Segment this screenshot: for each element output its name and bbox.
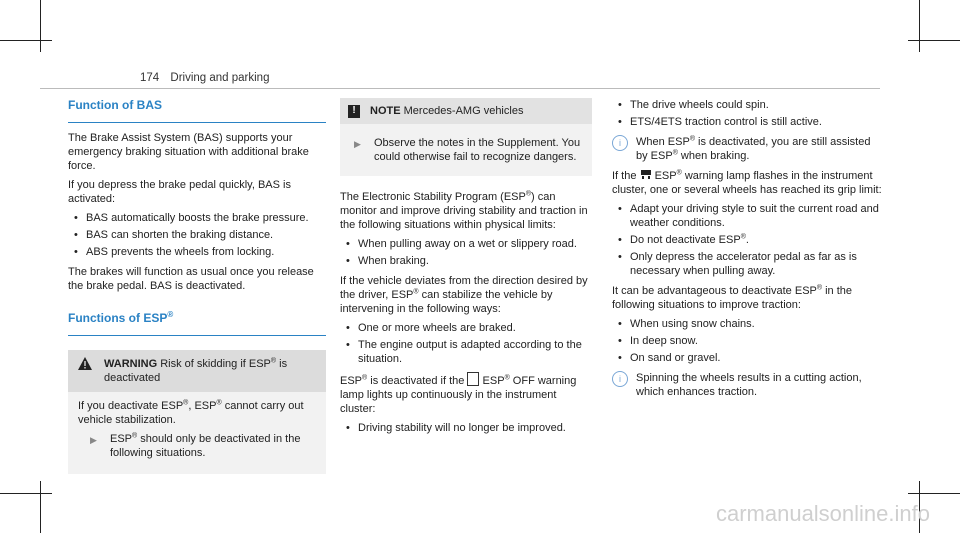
crop-mark <box>908 493 960 494</box>
warning-triangle-icon <box>78 357 94 385</box>
text: OFF warning lamp lights up continuously in the instrument cluster: <box>340 375 577 415</box>
bullet-list <box>612 317 882 365</box>
registered-mark: ® <box>216 399 222 407</box>
crop-mark <box>0 40 52 41</box>
list-item: • In deep snow. <box>612 334 882 348</box>
text: When ESP <box>636 136 690 148</box>
page-header <box>140 72 269 84</box>
note-title <box>370 104 523 118</box>
list-item: • One or more wheels are braked. <box>340 321 592 335</box>
registered-mark: ® <box>132 432 138 440</box>
list-item: • When using snow chains. <box>612 317 882 331</box>
text: ESP <box>110 433 133 445</box>
bullet-list <box>340 321 592 366</box>
info-note <box>612 371 882 399</box>
registered-mark: ® <box>525 190 532 198</box>
crop-mark <box>908 40 960 41</box>
text: warning lamp flashes in the instrument cluster, one or several wheels has reached its grip limit: <box>612 170 882 196</box>
arrow-right-icon: ▶ <box>90 435 97 445</box>
info-text <box>636 135 882 163</box>
info-note <box>612 135 882 163</box>
registered-mark: ® <box>740 233 746 241</box>
list-item: • Only depress the accelerator pedal as far as is necessary when pulling away. <box>612 250 882 278</box>
registered-mark: ® <box>504 374 510 382</box>
skidding-car-icon <box>640 169 652 180</box>
paragraph <box>612 169 882 197</box>
list-item: • Driving stability will no longer be improved. <box>340 421 592 435</box>
column-1 <box>68 98 326 474</box>
text: The Electronic Stability Program (ESP <box>340 191 526 203</box>
text: ESP <box>340 375 363 387</box>
info-icon: i <box>612 135 628 151</box>
list-item: • BAS automatically boosts the brake pressure. <box>68 211 326 225</box>
warning-text: Risk of skidding if ESP <box>160 358 271 370</box>
info-text: Spinning the wheels results in a cutting action, which enhances traction. <box>636 372 862 398</box>
paragraph <box>78 399 318 427</box>
paragraph: The brakes will function as usual once you release the brake pedal. BAS is deactivated. <box>68 266 314 292</box>
bullet-list <box>68 211 326 259</box>
column-3 <box>612 98 882 405</box>
list-item: • BAS can shorten the braking distance. <box>68 228 326 242</box>
crop-mark <box>40 481 41 533</box>
list-item <box>612 233 882 247</box>
heading-function-of-bas: Function of BAS <box>68 98 326 123</box>
bullet-list <box>340 421 592 435</box>
text: ESP <box>482 375 505 387</box>
page-number: 174 <box>140 72 160 84</box>
warning-label: WARNING <box>104 358 158 370</box>
note-box <box>340 98 592 176</box>
arrow-right-icon: ▶ <box>354 139 361 149</box>
registered-mark: ® <box>676 169 682 177</box>
paragraph <box>612 284 882 312</box>
note-text: Mercedes-AMG vehicles <box>403 105 524 117</box>
registered-mark: ® <box>183 399 189 407</box>
list-item: • When pulling away on a wet or slippery road. <box>340 237 592 251</box>
crop-mark <box>0 493 52 494</box>
list-item: • The drive wheels could spin. <box>612 98 882 112</box>
paragraph <box>340 372 592 416</box>
column-2 <box>340 98 592 441</box>
text: is deactivated if the <box>367 375 465 387</box>
text: ESP <box>654 170 677 182</box>
paragraph <box>340 190 592 232</box>
tip <box>90 432 318 460</box>
list-item: • The engine output is adapted according to the situation. <box>340 338 592 366</box>
header-divider <box>40 88 880 89</box>
exclamation-icon: ! <box>348 105 360 118</box>
text: when braking. <box>677 150 750 162</box>
list-item: • ABS prevents the wheels from locking. <box>68 245 326 259</box>
crop-mark <box>919 0 920 52</box>
watermark: carmanualsonline.info <box>715 501 930 526</box>
text: If the vehicle deviates from the direction desired by the driver, ESP <box>340 275 588 301</box>
registered-mark: ® <box>270 357 277 365</box>
paragraph <box>340 274 592 316</box>
registered-mark: ® <box>413 288 419 296</box>
tip-text: Observe the notes in the Supplement. You could otherwise fail to recognize dangers. <box>374 137 581 163</box>
warning-box <box>68 350 326 474</box>
crop-mark <box>40 0 41 52</box>
text: is deactivated, you are still assisted by ESP <box>636 136 871 162</box>
list-item: • When braking. <box>340 254 592 268</box>
tip-text <box>110 432 318 460</box>
list-item: • ETS/4ETS traction control is still active. <box>612 115 882 129</box>
esp-off-icon <box>467 372 479 386</box>
text: If the <box>612 170 637 182</box>
registered-mark: ® <box>362 374 368 382</box>
text: ) can monitor and improve driving stability and traction in the following situations within physical limits: <box>340 191 588 231</box>
text: in the following situations to improve traction: <box>612 285 853 311</box>
bullet-list <box>612 98 882 129</box>
note-body <box>340 124 592 176</box>
text: Do not deactivate ESP <box>630 234 741 246</box>
section-title: Driving and parking <box>170 72 270 84</box>
text: cannot carry out vehicle stabilization. <box>78 400 304 426</box>
text: . <box>745 234 749 246</box>
bullet-list <box>340 237 592 268</box>
note-header <box>340 98 592 124</box>
registered-mark: ® <box>689 135 695 143</box>
warning-header <box>68 350 326 392</box>
note-label: NOTE <box>370 105 401 117</box>
registered-mark: ® <box>672 149 678 157</box>
bullet-list <box>612 202 882 278</box>
info-icon: i <box>612 371 628 387</box>
text: , ESP <box>188 400 217 412</box>
list-item: • On sand or gravel. <box>612 351 882 365</box>
paragraph: If you depress the brake pedal quickly, BAS is activated: <box>68 179 291 205</box>
text: It can be advantageous to deactivate ESP <box>612 285 817 297</box>
text: If you deactivate ESP <box>78 400 184 412</box>
text: should only be deactivated in the following situations. <box>110 433 301 459</box>
warning-text: is deactivated <box>104 358 288 384</box>
registered-mark: ® <box>167 310 174 319</box>
heading-text: Functions of ESP <box>68 311 168 325</box>
paragraph: The Brake Assist System (BAS) supports your emergency braking situation with additional brake force. <box>68 132 309 172</box>
warning-body <box>68 392 326 474</box>
tip <box>354 136 584 164</box>
registered-mark: ® <box>816 284 823 292</box>
list-item: • Adapt your driving style to suit the current road and weather conditions. <box>612 202 882 230</box>
text: can stabilize the vehicle by intervening in the following ways: <box>340 289 553 315</box>
warning-title <box>104 357 318 385</box>
heading-functions-of-esp <box>68 311 326 336</box>
